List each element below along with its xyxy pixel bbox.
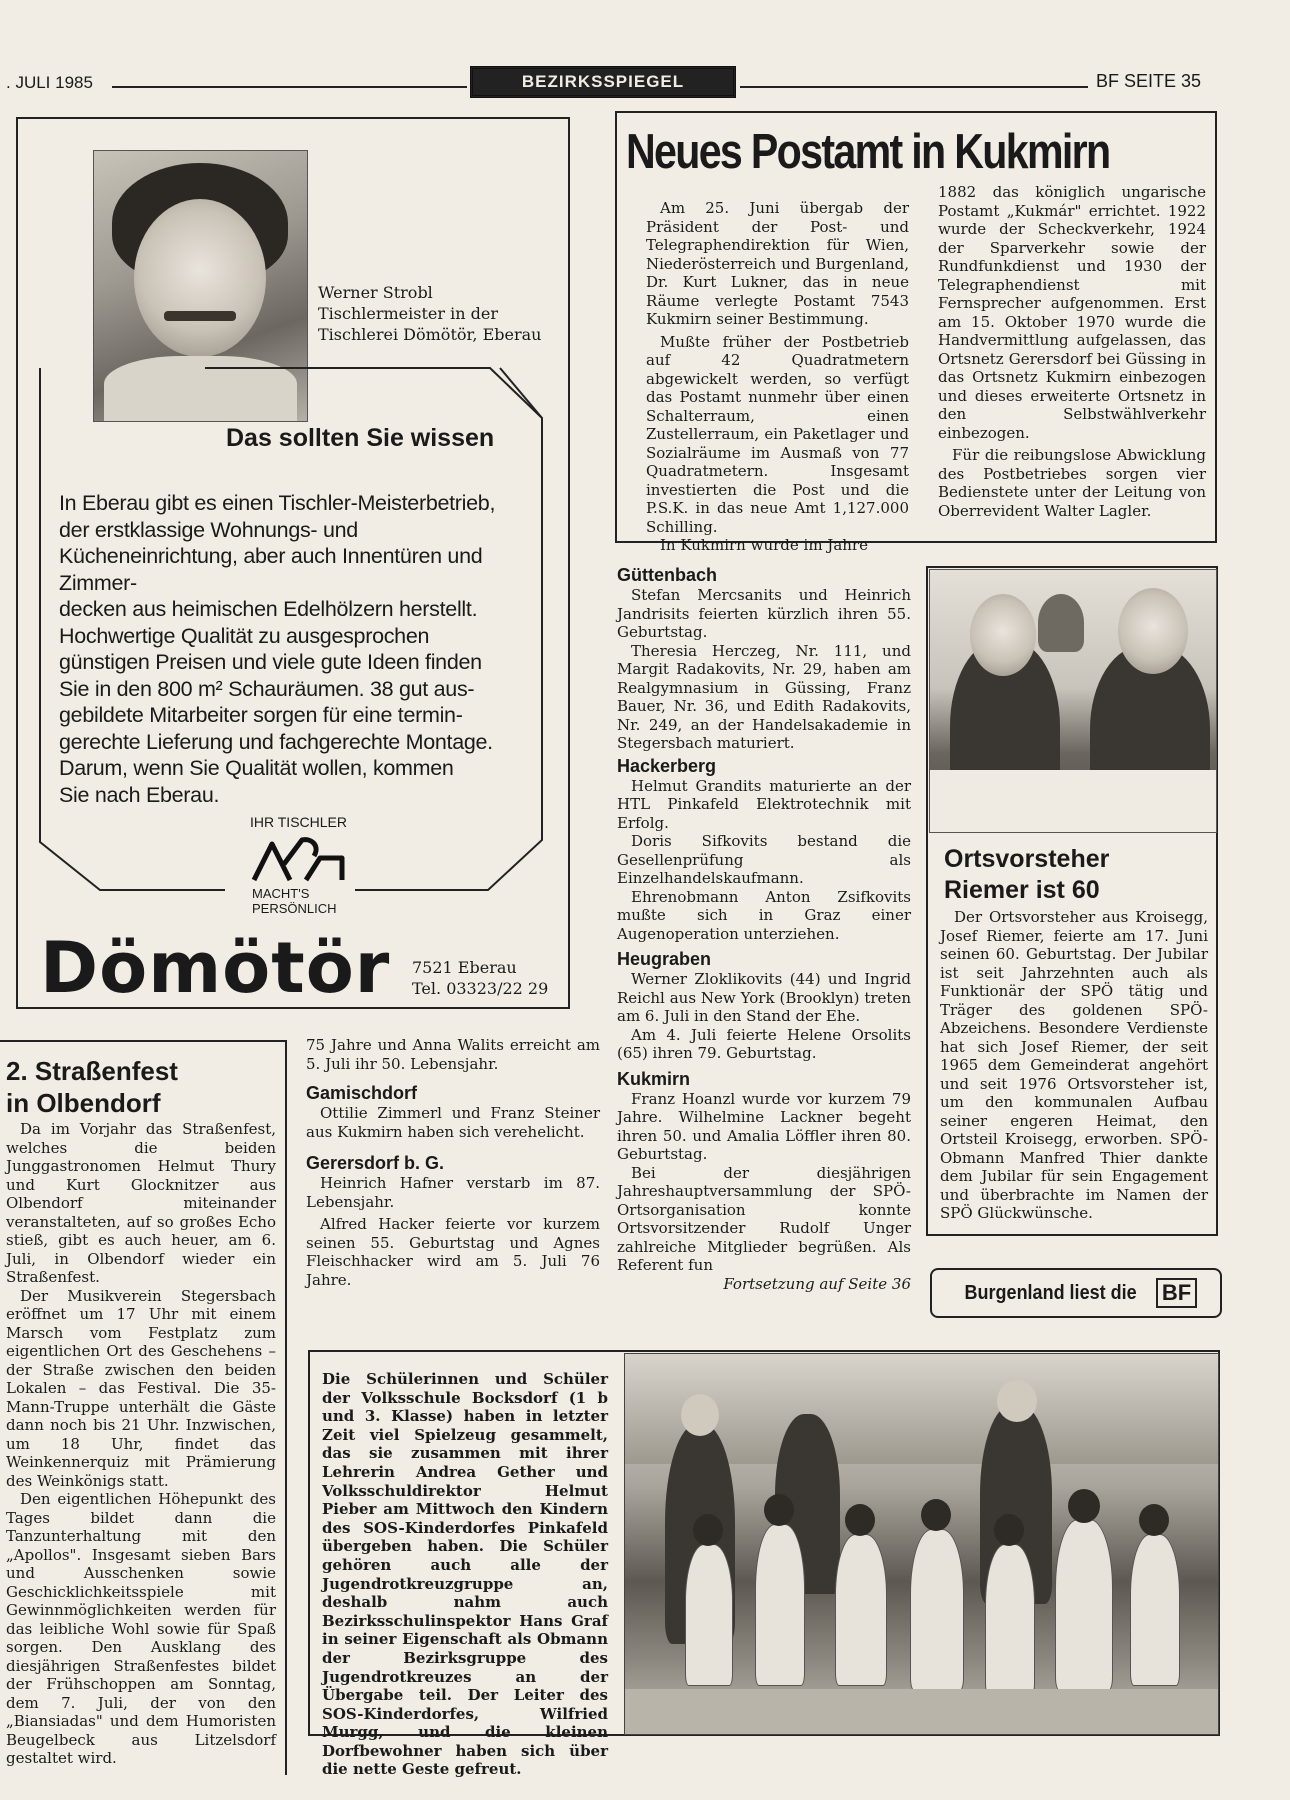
badge-text: Burgenland liest die <box>964 1281 1137 1304</box>
photo-child <box>1130 1534 1180 1686</box>
news-body-kukmirn <box>617 1090 911 1275</box>
strassenfest-title-line: in Olbendorf <box>6 1088 161 1118</box>
ad-line: Darum, wenn Sie Qualität wollen, kommen <box>59 756 454 780</box>
photo-flowers <box>1038 594 1084 652</box>
news-column-middle <box>617 565 911 1293</box>
header-rule-right <box>740 86 1088 88</box>
news-body-gamischdorf <box>306 1104 600 1141</box>
strassenfest-paragraph: Der Musikverein Stegersbach eröffnet um 17 Uhr mit einem Marsch vom Festplatz zum eigentlichen Ort des Geschehens – der Straße zwischen den beiden Lokalen – das Festival. Die 35-Mann-Truppe unterhält die Gäste dann noch bis 21 Uhr. Inzwischen, um 18 Uhr, findet das Weinkennerquiz mit Prämierung des Weinkönigs statt. <box>6 1286 276 1490</box>
photo-child-head <box>764 1494 794 1526</box>
news-body-walits <box>306 1036 600 1073</box>
photo-child <box>685 1544 733 1686</box>
caption-line: Werner Strobl <box>318 283 433 302</box>
news-paragraph: Franz Hoanzl wurde vor kurzem 79 Jahre. Wilhelmine Lackner begeht ihren 50. und Amalia Löffler ihren 80. Geburtstag. <box>617 1089 911 1163</box>
slogan-line: PERSÖNLICH <box>252 901 337 916</box>
photo-child-head <box>1139 1504 1169 1536</box>
postamt-paragraph: Am 25. Juni übergab der Präsident der Post- und Telegraphendirektion für Wien, Niederösterreich und Burgenland, Dr. Kurt Lukner, das in neue Räume verlegte Postamt 7543 Kukmirn seiner Bestimmung. <box>646 199 909 328</box>
portrait-caption <box>318 282 558 345</box>
postamt-column-1 <box>646 199 909 555</box>
news-heading-heugraben: Heugraben <box>617 949 712 969</box>
bubble-notch <box>500 368 542 418</box>
ad-line: Sie nach Eberau. <box>59 782 220 807</box>
photo-man-right-head <box>1118 588 1188 674</box>
news-heading-gamischdorf: Gamischdorf <box>306 1083 418 1103</box>
news-paragraph: Ehrenobmann Anton Zsifkovits mußte sich in Graz einer Augenoperation unterziehen. <box>617 887 911 943</box>
strassenfest-body <box>6 1120 276 1768</box>
photo-child <box>1055 1519 1113 1691</box>
news-column-lower <box>306 1036 600 1289</box>
news-paragraph: Heinrich Hafner verstarb im 87. Lebensjahr. <box>306 1174 600 1211</box>
postamt-headline: Neues Postamt in Kukmirn <box>626 125 1110 179</box>
ad-phone: Tel. 03323/22 29 <box>412 979 549 998</box>
photo-man-left-head <box>970 594 1036 676</box>
tischler-logo-icon <box>250 834 346 886</box>
ad-line: decken aus heimischen Edelhölzern herstellt. <box>59 597 478 621</box>
strassenfest-paragraph: Den eigentlichen Höhepunkt des Tages bildet dann die Tanzunterhaltung mit den „Apollos". Insgesamt sieben Bars und Ausschenken sowie Geschicklichkeitsspiele mit Gewinnmöglichkeiten werden für das leibliche Wohl sowie für Spaß sorgen. Den Ausklang des diesjährigen Straßenfestes bildet der Frühschoppen am Sonntag, dem 7. Juli, der von den „Biansiadas" und dem Humoristen Beugelbeck aus Litzelsdorf gestaltet wird. <box>6 1490 276 1767</box>
news-paragraph: 75 Jahre und Anna Walits erreicht am 5. Juli ihr 50. Lebensjahr. <box>306 1036 600 1073</box>
ad-line: gerechte Lieferung und fachgerechte Montage. <box>59 729 493 754</box>
header-page-number: BF SEITE 35 <box>1096 71 1202 91</box>
news-heading-kukmirn: Kukmirn <box>617 1068 691 1089</box>
news-paragraph: Ottilie Zimmerl und Franz Steiner aus Kukmirn haben sich verehelicht. <box>306 1104 600 1141</box>
slogan-top: IHR TISCHLER <box>250 814 347 830</box>
continued-note: Fortsetzung auf Seite 36 <box>723 1274 911 1293</box>
ad-line: Sie in den 800 m² Schauräumen. 38 gut aus- <box>59 676 475 701</box>
header-rule-left <box>112 86 467 88</box>
photo-ground <box>625 1689 1218 1734</box>
ad-line: gebildete Mitarbeiter sorgen für eine termin- <box>59 703 463 727</box>
strassenfest-headline <box>6 1055 178 1119</box>
postamt-paragraph: 1882 das königlich ungarische Postamt „Kukmár" errichtet. 1922 wurde der Scheckverkehr, 1924 der Sparverkehr sowie der Rundfunkdienst und 1930 der Telegraphendienst mit Fernsprecher aufgenommen. Erst am 15. Oktober 1970 wurde die Handvermittlung aufgelassen, das Ortsnetz Gerersdorf bei Güssing in das Ortsnetz Kukmirn einbezogen und dieses erweiterte Ortsnetz in den Selbstwählverkehr einbezogen. <box>938 183 1206 442</box>
photo-child-head <box>845 1504 875 1536</box>
riemer-body <box>940 908 1208 1223</box>
riemer-photo <box>929 569 1217 833</box>
caption-line: Tischlerei Dömötör, Eberau <box>318 325 542 344</box>
ad-contact <box>412 957 548 999</box>
ad-line: Hochwertige Qualität zu ausgesprochen <box>59 623 430 648</box>
news-body-gerersdorf <box>306 1174 600 1289</box>
photo-child <box>835 1534 887 1686</box>
news-heading-hackerberg: Hackerberg <box>617 755 717 776</box>
riemer-title-line: Ortsvorsteher <box>944 845 1110 873</box>
postamt-paragraph: Für die reibungslose Abwicklung des Postbetriebes sorgen vier Bedienstete unter der Leitung von Oberrevident Walter Lagler. <box>938 446 1206 520</box>
news-heading-gerersdorf: Gerersdorf b. G. <box>306 1153 445 1173</box>
portrait-mustache <box>164 311 236 321</box>
news-paragraph: Bei der diesjährigen Jahreshauptversammlung der SPÖ-Ortsorganisation konnte Ortsvorsitzender Rudolf Unger zahlreiche Mitglieder begrüßen. Als Referent fun <box>617 1163 911 1274</box>
riemer-paragraph: Der Ortsvorsteher aus Kroisegg, Josef Riemer, feierte am 17. Juni seinen 60. Geburtstag. Der Jubilar ist seit Jahrzehnten auch als Funktionär der SPÖ tätig und Träger des goldenen SPÖ-Abzeichens. Besondere Verdienste hat sich Josef Riemer, der seit 1965 dem Gemeinderat angehört und seit 1976 Ortsvorsteher ist, um den kommunalen Aufbau seiner engeren Heimat, den Ortsteil Kroisegg, erworben. SPÖ-Obmann Manfred Thier dankte dem Jubilar für sein Engagement und überbrachte im Namen der SPÖ Glückwünsche. <box>940 908 1208 1222</box>
photo-child <box>910 1529 964 1691</box>
riemer-title-line: Riemer ist 60 <box>944 876 1100 904</box>
ad-heading: Das sollten Sie wissen <box>226 424 495 452</box>
photo-table <box>930 770 1216 832</box>
photo-child-head <box>994 1514 1024 1546</box>
photo-adult-1-head <box>681 1394 719 1436</box>
strassenfest-paragraph: Da im Vorjahr das Straßenfest, welches die beiden Junggastronomen Helmut Thury und Kurt Glocknitzer aus Olbendorf miteinander veranstalteten, auf so großes Echo stieß, gibt es auch heuer, am 6. Juli, in Olbendorf wieder ein Straßenfest. <box>6 1120 276 1286</box>
news-paragraph: Werner Zloklikovits (44) und Ingrid Reichl aus New York (Brooklyn) treten am 6. Juli in den Stand der Ehe. <box>617 970 911 1025</box>
photo-child-head <box>1068 1489 1100 1523</box>
news-body-guettenbach <box>617 586 911 753</box>
photo-adult-3-head <box>997 1380 1037 1422</box>
bf-logo: BF <box>1156 1278 1197 1308</box>
burgenland-badge <box>930 1268 1222 1318</box>
strassenfest-title-line: 2. Straßenfest <box>6 1056 178 1086</box>
portrait-face <box>134 199 266 357</box>
news-paragraph: Doris Sifkovits bestand die Gesellenprüfung als Einzelhandelskaufmann. <box>617 832 911 887</box>
slogan-bottom <box>252 886 337 916</box>
news-paragraph: Helmut Grandits maturierte an der HTL Pinkafeld Elektrotechnik mit Erfolg. <box>617 776 911 832</box>
news-paragraph: Am 4. Juli feierte Helene Orsolits (65) ihren 79. Geburtstag. <box>617 1025 911 1062</box>
riemer-headline <box>944 844 1109 906</box>
ad-line: günstigen Preisen und viele gute Ideen finden <box>59 650 482 674</box>
ad-line: In Eberau gibt es einen Tischler-Meisterbetrieb, <box>59 491 496 515</box>
news-paragraph: Alfred Hacker feierte vor kurzem seinen 55. Geburtstag und Agnes Fleischhacker wird am 5. Juli 76 Jahre. <box>306 1215 600 1289</box>
ad-line: der erstklassige Wohnungs- und Kücheneinrichtung, aber auch Innentüren und Zimmer- <box>59 517 483 595</box>
header-section-title: BEZIRKSSPIEGEL <box>470 66 736 98</box>
news-heading-guettenbach: Güttenbach <box>617 565 718 585</box>
postamt-paragraph: Mußte früher der Postbetrieb auf 42 Quadratmetern abgewickelt werden, so verfügt das Postamt nunmehr über einen Schalterraum, einen Zustellerraum, ein Paketlager und Sozialräume im Ausmaß von 77 Quadratmetern. Insgesamt investierten die Post und die P.S.K. in das neue Amt 1,127.000 Schilling. <box>646 332 909 536</box>
postamt-column-2 <box>938 183 1206 520</box>
domotor-logo: Dömötör <box>40 927 391 1009</box>
schule-photo <box>624 1353 1219 1735</box>
schule-caption: Die Schülerinnen und Schüler der Volksschule Bocksdorf (1 b und 3. Klasse) haben in letzter Zeit viel Spielzeug gesammelt, das sie zusammen mit ihrer Lehrerin Andrea Gether und Volksschuldirektor Helmut Pieber am Mittwoch den Kindern des SOS-Kinderdorfes Pinkafeld übergeben haben. Die Schüler gehören auch alle der Jugendrotkreuzgruppe an, deshalb nahm auch Bezirksschulinspektor Hans Graf in seiner Eigenschaft als Obmann der Bezirksgruppe des Jugendrotkreuzes an der Übergabe teil. Der Leiter des SOS-Kinderdorfes, Wilfried Murgg, und die kleinen Dorfbewohner haben sich über die nette Geste gefreut. <box>322 1370 608 1779</box>
header-date: . JULI 1985 <box>6 73 93 92</box>
ad-body <box>59 490 539 808</box>
photo-child <box>985 1544 1035 1696</box>
photo-child-head <box>693 1514 723 1546</box>
news-body-hackerberg <box>617 777 911 944</box>
postamt-paragraph: In Kukmirn wurde im Jahre <box>660 536 868 554</box>
photo-child-head <box>921 1499 951 1531</box>
photo-child <box>755 1524 805 1686</box>
caption-line: Tischlermeister in der <box>318 304 498 323</box>
news-body-heugraben <box>617 970 911 1063</box>
news-paragraph: Theresia Herczeg, Nr. 111, und Margit Radakovits, Nr. 29, haben am Realgymnasium in Güssing, Franz Bauer, Nr. 36, und Edith Radakovits, Nr. 249, an der Handelsakademie in Stegersbach maturiert. <box>617 641 911 752</box>
ad-address: 7521 Eberau <box>412 958 517 977</box>
news-paragraph: Stefan Mercsanits und Heinrich Jandrisits feierten kürzlich ihren 55. Geburtstag. <box>617 586 911 641</box>
slogan-line: MACHT'S <box>252 886 310 901</box>
